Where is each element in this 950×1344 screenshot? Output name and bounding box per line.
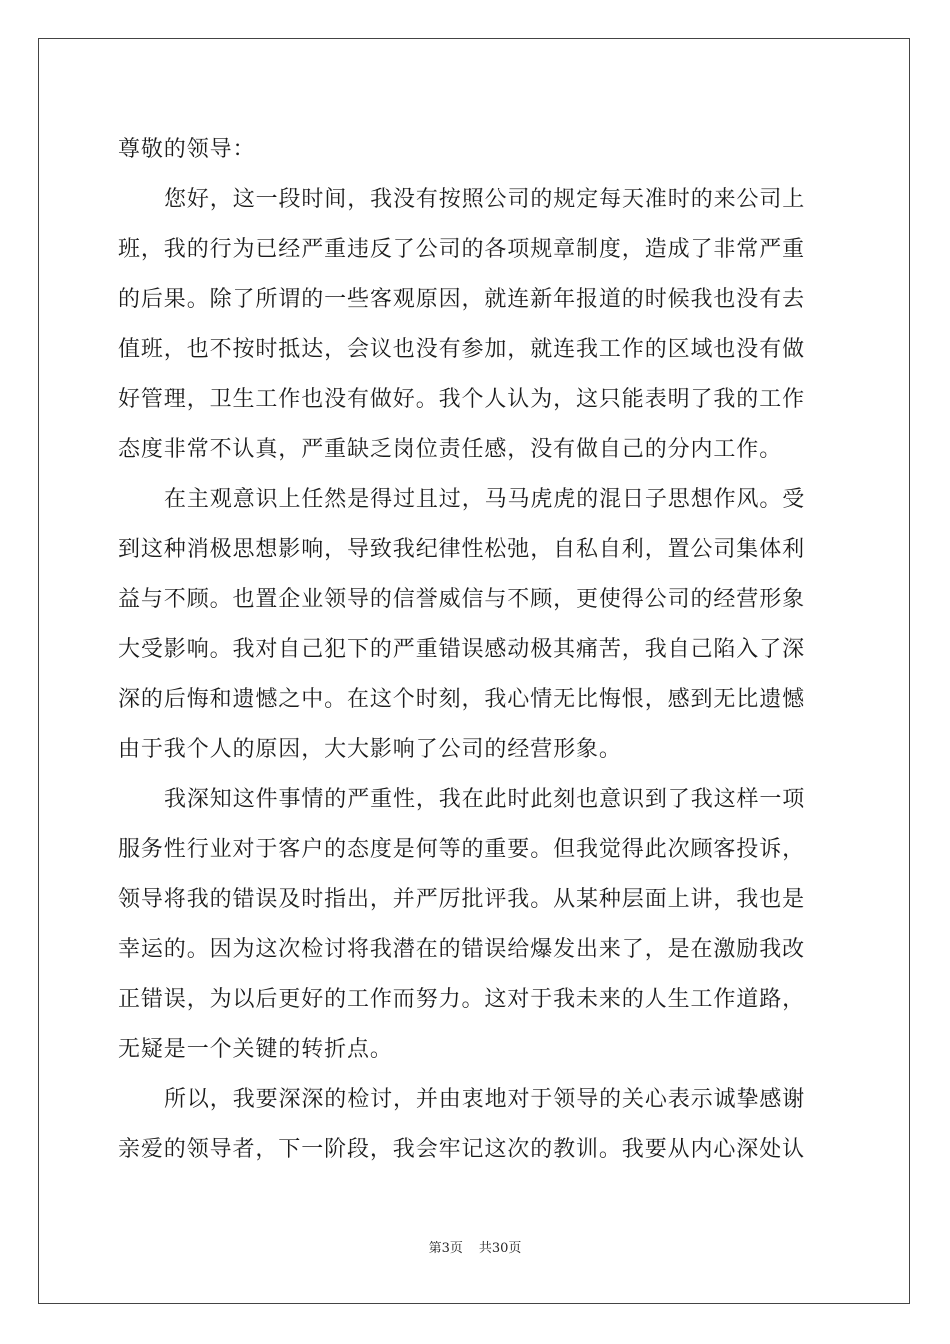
body-line: 服务性行业对于客户的态度是何等的重要。但我觉得此次顾客投诉，	[118, 837, 806, 862]
page-number: 第3页	[428, 1241, 463, 1256]
body-line: 好管理，卫生工作也没有做好。我个人认为，这只能表明了我的工作	[118, 387, 806, 412]
page-footer	[0, 1237, 950, 1256]
body-line: 无疑是一个关键的转折点。	[118, 1037, 393, 1062]
document-body	[118, 125, 830, 1175]
body-line: 由于我个人的原因，大大影响了公司的经营形象。	[118, 737, 622, 762]
body-line: 所以，我要深深的检讨，并由衷地对于领导的关心表示诚挚感谢	[164, 1087, 806, 1112]
body-line: 益与不顾。也置企业领导的信誉威信与不顾，更使得公司的经营形象	[118, 587, 806, 612]
body-line: 我深知这件事情的严重性，我在此时此刻也意识到了我这样一项	[164, 787, 806, 812]
body-line: 大受影响。我对自己犯下的严重错误感动极其痛苦，我自己陷入了深	[118, 637, 806, 662]
body-line: 您好，这一段时间，我没有按照公司的规定每天准时的来公司上	[164, 187, 806, 212]
total-pages: 共30页	[478, 1241, 522, 1256]
body-line: 在主观意识上任然是得过且过，马马虎虎的混日子思想作风。受	[164, 487, 806, 512]
salutation-line: 尊敬的领导：	[118, 137, 256, 162]
body-line: 态度非常不认真，严重缺乏岗位责任感，没有做自己的分内工作。	[118, 437, 783, 462]
body-line: 深的后悔和遗憾之中。在这个时刻，我心情无比悔恨，感到无比遗憾	[118, 687, 806, 712]
body-line: 领导将我的错误及时指出，并严厉批评我。从某种层面上讲，我也是	[118, 887, 806, 912]
body-line: 的后果。除了所谓的一些客观原因，就连新年报道的时候我也没有去	[118, 287, 806, 312]
body-line: 正错误，为以后更好的工作而努力。这对于我未来的人生工作道路，	[118, 987, 806, 1012]
body-line: 幸运的。因为这次检讨将我潜在的错误给爆发出来了，是在激励我改	[118, 937, 806, 962]
body-line: 到这种消极思想影响，导致我纪律性松弛，自私自利，置公司集体利	[118, 537, 806, 562]
body-line: 班，我的行为已经严重违反了公司的各项规章制度，造成了非常严重	[118, 237, 806, 262]
body-line: 值班，也不按时抵达，会议也没有参加，就连我工作的区域也没有做	[118, 337, 806, 362]
body-line: 亲爱的领导者，下一阶段，我会牢记这次的教训。我要从内心深处认	[118, 1137, 806, 1162]
